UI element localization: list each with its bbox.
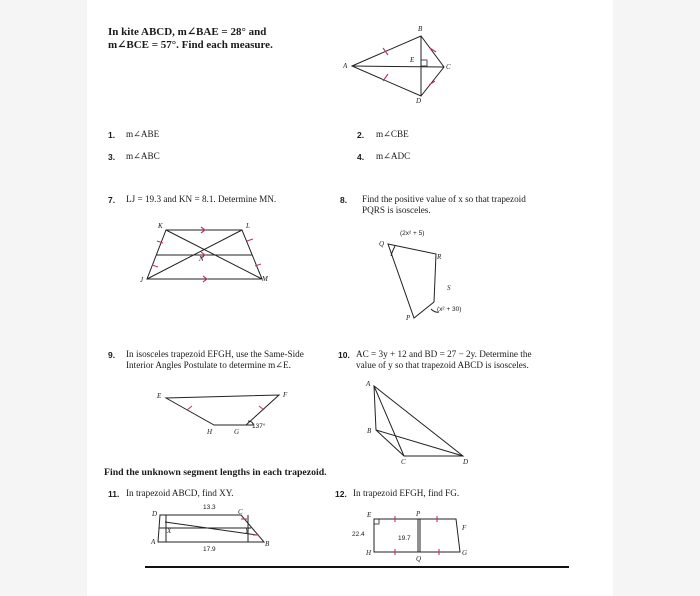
problem-11-number: 11.: [108, 489, 120, 499]
p10-label-b: B: [367, 427, 372, 435]
p7-label-k: K: [158, 222, 163, 230]
p7-label-n: N: [199, 255, 204, 263]
p10-label-a: A: [366, 380, 371, 388]
p11-label-x: X: [167, 527, 172, 535]
p8-label-r: R: [437, 253, 442, 261]
p7-label-j: J: [140, 276, 144, 284]
problem-2-number: 2.: [357, 130, 365, 140]
problem-9-number: 9.: [108, 350, 116, 360]
p12-label-e: E: [367, 511, 372, 519]
kite-label-c: C: [446, 63, 451, 71]
kite-label-e: E: [410, 56, 415, 64]
p12-label-mid-length: 19.7: [398, 535, 411, 542]
problem-9-line-1: In isosceles trapezoid EFGH, use the Same-Side: [126, 349, 304, 359]
problem-8-number: 8.: [340, 195, 348, 205]
p11-label-c: C: [238, 508, 243, 516]
p11-label-d: D: [152, 510, 158, 518]
p11-label-top: 13.3: [203, 504, 216, 511]
section-heading: Find the unknown segment lengths in each trapezoid.: [104, 467, 327, 478]
p11-label-a: A: [151, 538, 156, 546]
problem-1-number: 1.: [108, 130, 116, 140]
p7-label-l: L: [246, 222, 250, 230]
p12-label-h: H: [366, 549, 372, 557]
problem-7-number: 7.: [108, 195, 116, 205]
problem-10-line-1: AC = 3y + 12 and BD = 27 − 2y. Determine the: [356, 349, 532, 359]
problem-4-number: 4.: [357, 152, 365, 162]
p10-label-c: C: [401, 458, 406, 466]
p11-label-bottom: 17.9: [203, 546, 216, 553]
bottom-rule: [145, 566, 569, 568]
problem-10-number: 10.: [338, 350, 350, 360]
problem-8-line-1: Find the positive value of x so that trapezoid: [362, 194, 526, 204]
p9-label-e: E: [157, 392, 162, 400]
problem-3-text: m∠ABC: [126, 151, 160, 161]
problem-10-line-2: value of y so that trapezoid ABCD is isosceles.: [356, 360, 529, 370]
p9-label-g: G: [234, 428, 240, 436]
p9-label-f: F: [283, 391, 288, 399]
problem-12-text: In trapezoid EFGH, find FG.: [353, 488, 460, 498]
p8-label-s: S: [447, 284, 451, 292]
p12-label-g: G: [462, 549, 468, 557]
p8-label-bottom-angle: (x² + 30): [437, 306, 462, 313]
p8-label-q: Q: [379, 240, 385, 248]
p11-label-y: Y: [245, 527, 249, 535]
p9-label-h: H: [207, 428, 213, 436]
p12-label-f: F: [462, 524, 467, 532]
p12-label-q: Q: [416, 555, 422, 563]
header-line-2: m∠BCE = 57°. Find each measure.: [108, 39, 273, 51]
kite-label-d: D: [416, 97, 422, 105]
p8-label-p: P: [406, 314, 411, 322]
header-line-1: In kite ABCD, m∠BAE = 28° and: [108, 26, 267, 38]
p11-label-b: B: [265, 540, 270, 548]
problem-11-text: In trapezoid ABCD, find XY.: [126, 488, 234, 498]
p7-label-m: M: [262, 275, 268, 283]
p9-label-angle: 137°: [252, 423, 266, 430]
problem-7-text: LJ = 19.3 and KN = 8.1. Determine MN.: [126, 194, 277, 204]
p12-label-p: P: [416, 510, 421, 518]
p8-label-top-angle: (2x² + 5): [400, 230, 425, 237]
problem-4-text: m∠ADC: [376, 151, 411, 161]
problem-12-number: 12.: [335, 489, 347, 499]
kite-label-b: B: [418, 25, 423, 33]
kite-label-a: A: [343, 62, 348, 70]
problem-1-text: m∠ABE: [126, 129, 160, 139]
problem-3-number: 3.: [108, 152, 116, 162]
problem-9-line-2: Interior Angles Postulate to determine m∠E.: [126, 360, 291, 370]
problem-2-text: m∠CBE: [376, 129, 409, 139]
p12-label-left-length: 22.4: [352, 531, 365, 538]
problem-8-line-2: PQRS is isosceles.: [362, 205, 431, 215]
p10-label-d: D: [463, 458, 469, 466]
